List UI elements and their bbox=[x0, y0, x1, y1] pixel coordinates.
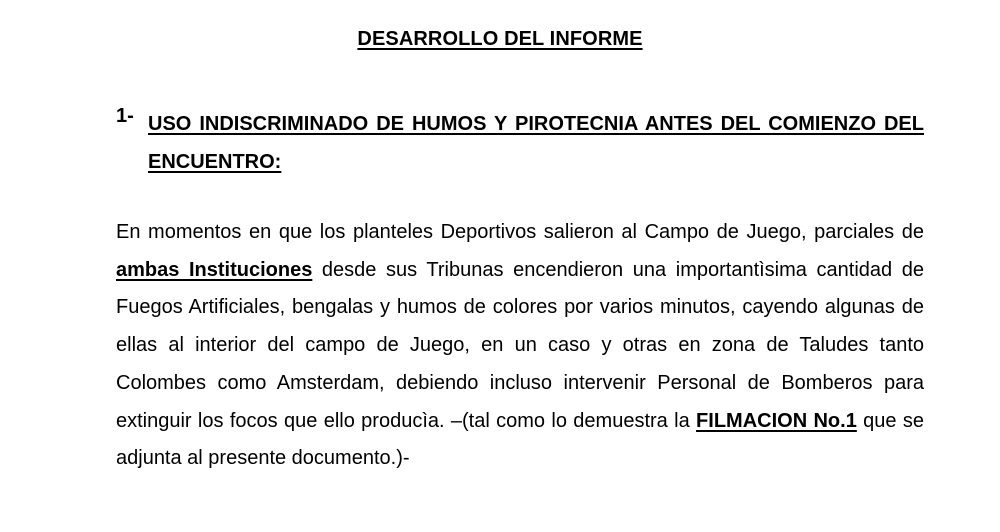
document-title: DESARROLLO DEL INFORME bbox=[357, 28, 643, 50]
paragraph-text-part1: En momentos en que los planteles Deportivos salieron al Campo de Juego, parciales de bbox=[116, 221, 924, 243]
section-number: 1- bbox=[116, 105, 134, 127]
section-heading: USO INDISCRIMINADO DE HUMOS Y PIROTECNIA ANTES DEL COMIENZO DEL ENCUENTRO: bbox=[148, 113, 924, 173]
paragraph-text-part2: desde sus Tribunas encendieron una importantìsima cantidad de Fuegos Artificiales, bengalas y humos de colores por varios minutos, cayendo algunas de ellas al interior del campo de Juego, en un caso y otras en zona de Taludes tanto Colombes como Amsterdam, debiendo incluso intervenir Personal de Bomberos para extinguir los focos que ello producìa. –(tal como lo demuestra la bbox=[116, 258, 924, 432]
emphasis-filmacion: FILMACION No.1 bbox=[696, 409, 857, 432]
emphasis-ambas-instituciones: ambas Instituciones bbox=[116, 258, 313, 281]
paragraph-text-part3: que se adjunta al presente documento.)- bbox=[116, 409, 925, 470]
body-paragraph bbox=[116, 214, 924, 478]
